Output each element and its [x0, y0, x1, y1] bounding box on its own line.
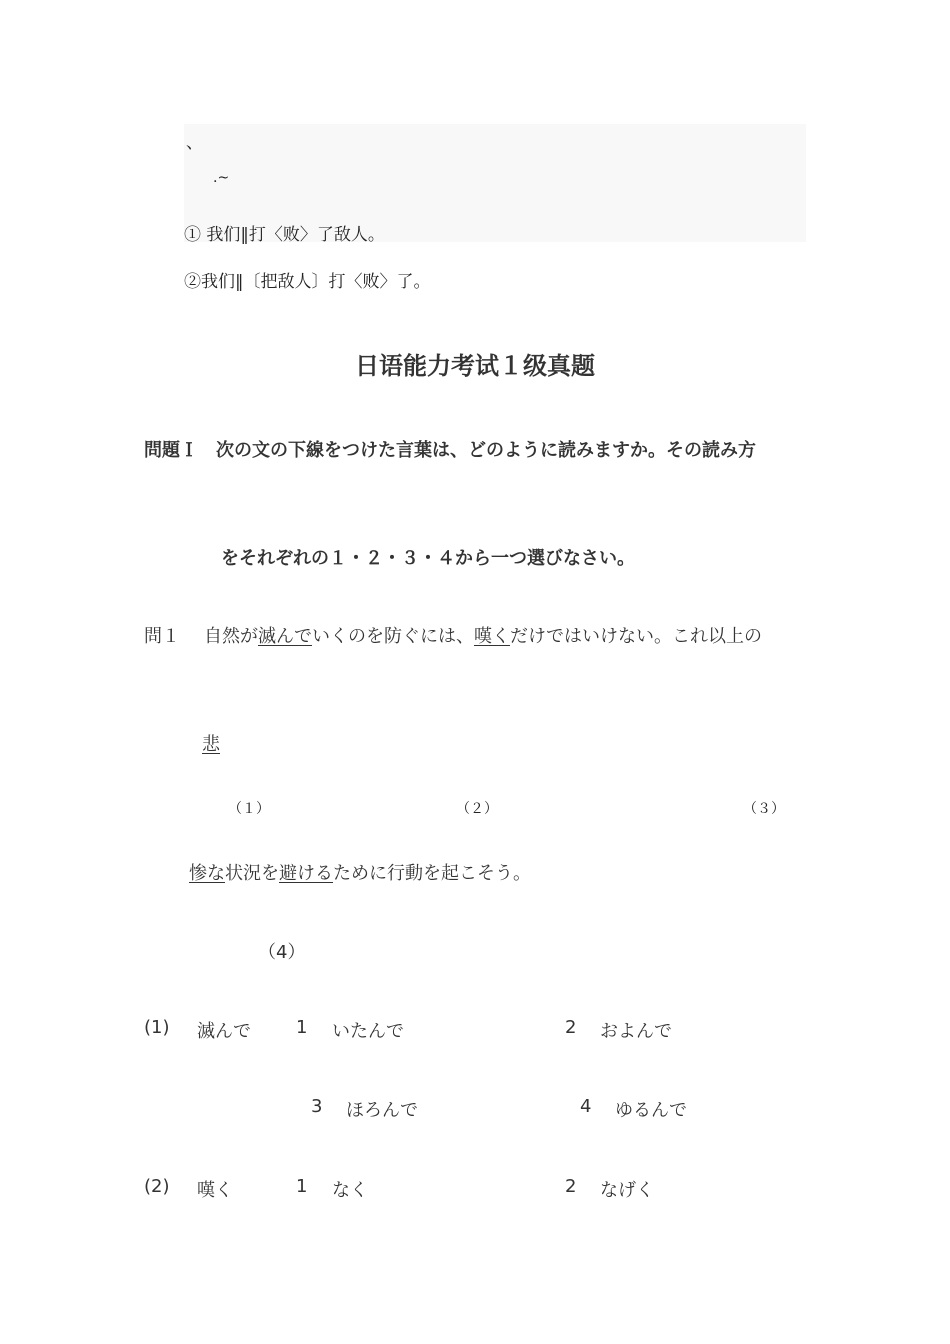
answer-1-choice-2: およんで: [600, 1021, 672, 1042]
underlined-word-3b: 惨な: [189, 863, 225, 884]
answer-1-choice-1: いたんで: [332, 1021, 404, 1042]
passage-line-3: [189, 859, 531, 885]
mark-comma: 、: [186, 133, 203, 153]
answer-2-choice-1-number: 1: [296, 1176, 308, 1197]
answer-1-word: 滅んで: [197, 1021, 251, 1042]
number-mark-3: （３）: [743, 801, 785, 817]
passage-line-1: [144, 622, 762, 648]
number-mark-4: （4）: [258, 942, 306, 963]
answer-2-number: (2): [144, 1176, 170, 1197]
passage-text-2: いくのを防ぐには、: [312, 626, 474, 647]
underlined-word-1: 滅んで: [258, 626, 312, 647]
underlined-word-2: 嘆く: [474, 626, 510, 647]
number-mark-1: （１）: [228, 801, 270, 817]
page-title: 日语能力考试１级真题: [355, 352, 595, 380]
passage-text-4: 状況を: [225, 863, 279, 884]
sentence-1: ① 我们‖打〈败〉了敌人。: [184, 225, 385, 245]
answer-1-number: (1): [144, 1017, 170, 1038]
answer-1-choice-4: ゆるんで: [615, 1100, 687, 1121]
question-label: 問１: [144, 626, 180, 647]
passage-text-3: だけではいけない。これ以上の: [510, 626, 762, 647]
answer-1-choice-3: ほろんで: [346, 1100, 418, 1121]
mark-dot-tilde: .~: [213, 170, 230, 186]
answer-2-choice-2: なげく: [600, 1180, 654, 1201]
number-mark-2: （２）: [456, 801, 498, 817]
passage-text-1: 自然が: [204, 626, 258, 647]
answer-1-choice-4-number: 4: [580, 1096, 592, 1117]
answer-1-choice-3-number: 3: [311, 1096, 323, 1117]
sentence-2: ②我们‖〔把敌人〕打〈败〉了。: [184, 272, 431, 292]
answer-2-choice-2-number: 2: [565, 1176, 577, 1197]
underlined-word-3a: 悲: [202, 734, 220, 755]
underlined-word-4: 避ける: [279, 863, 333, 884]
passage-text-5: ために行動を起こそう。: [333, 863, 531, 884]
instruction-line-1: 問題Ｉ 次の文の下線をつけた言葉は、どのように読みますか。その読み方: [144, 440, 756, 461]
instruction-line-2: をそれぞれの１・２・３・４から一つ選びなさい。: [221, 548, 635, 569]
answer-1-choice-2-number: 2: [565, 1017, 577, 1038]
answer-2-choice-1: なく: [332, 1180, 368, 1201]
answer-1-choice-1-number: 1: [296, 1017, 308, 1038]
answer-2-word: 嘆く: [197, 1180, 233, 1201]
